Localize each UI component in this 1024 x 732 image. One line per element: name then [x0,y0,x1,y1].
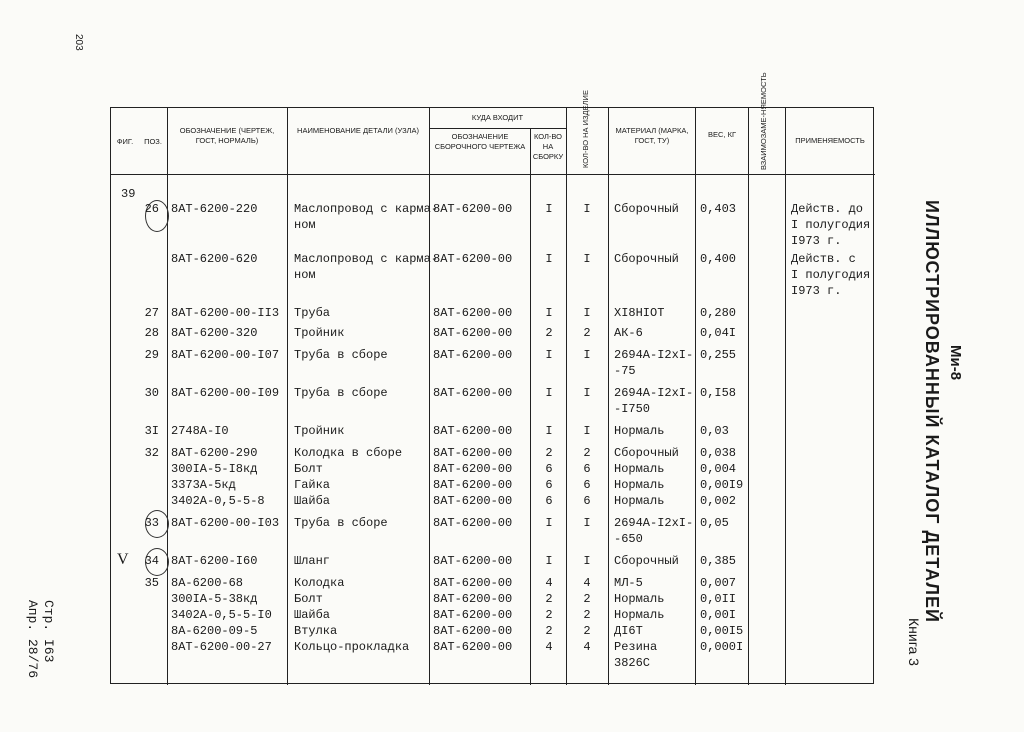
footer-date: Апр. 28/76 [25,600,40,679]
cell-weight: 0,280 [700,306,737,320]
cell-material: Нормаль [614,608,665,622]
cell-qa: I [545,252,553,266]
cell-weight: 0,00I [700,608,737,622]
cell-qa: I [545,306,553,320]
cell-weight: 0,038 [700,446,737,460]
cell-material: 2694А-I2xI- [614,386,694,400]
cell-designation: 8АТ-6200-220 [171,202,258,216]
cell-pos: 35 [144,576,159,590]
cell-qp: I [583,386,591,400]
cell-qp: 2 [583,608,591,622]
cell-material2: -I750 [614,402,651,416]
cell-weight: 0,04I [700,326,737,340]
cell-name: Тройник [294,326,345,340]
cell-qp: 2 [583,624,591,638]
cell-appl3: I973 г. [791,234,842,248]
cell-appl2: I полугодия [791,268,871,282]
cell-designation: 8А-6200-68 [171,576,244,590]
cell-name: Болт [294,462,323,476]
cell-qa: 4 [545,640,553,654]
cell-material: XI8HIOT [614,306,665,320]
cell-assy: 8АТ-6200-00 [433,640,513,654]
cell-assy: 8АТ-6200-00 [433,494,513,508]
header-applicability: ПРИМЕНЯЕМОСТЬ [795,136,865,145]
cell-designation: 8АТ-6200-00-I03 [171,516,280,530]
page-number-top: 203 [73,34,84,51]
cell-qp: I [583,424,591,438]
cell-qa: I [545,386,553,400]
header-qty-product: КОЛ-ВО НА ИЗДЕЛИЕ [581,90,590,168]
cell-qp: 4 [583,640,591,654]
cell-pos: 26 [144,202,159,216]
cell-designation: 8АТ-6200-I60 [171,554,258,568]
cell-qp: 6 [583,494,591,508]
cell-name: Втулка [294,624,338,638]
cell-material: Нормаль [614,462,665,476]
cell-material: Сборочный [614,252,679,266]
header-fig: ФИГ. [116,137,134,146]
cell-assy: 8АТ-6200-00 [433,462,513,476]
cell-weight: 0,007 [700,576,737,590]
cell-designation: 300IА-5-I8кд [171,462,258,476]
cell-designation: 3402А-0,5-5-I0 [171,608,272,622]
cell-name: Труба в сборе [294,516,388,530]
cell-qp: 4 [583,576,591,590]
cell-assy: 8АТ-6200-00 [433,306,513,320]
cell-name: Труба в сборе [294,348,388,362]
cell-qp: 2 [583,446,591,460]
header-name: НАИМЕНОВАНИЕ ДЕТАЛИ (УЗЛА) [297,126,419,135]
cell-designation: 2748А-I0 [171,424,229,438]
cell-appl2: I полугодия [791,218,871,232]
cell-pos: 32 [144,446,159,460]
cell-weight: 0,00I9 [700,478,744,492]
cell-name2: ном [294,268,316,282]
cell-appl: Действ. до [791,202,864,216]
cell-qp: I [583,252,591,266]
cell-qp: 2 [583,326,591,340]
cell-weight: 0,03 [700,424,729,438]
cell-assy: 8АТ-6200-00 [433,478,513,492]
footer-page: Стр. I63 [41,600,56,663]
cell-qa: 6 [545,478,553,492]
cell-name: Шайба [294,494,331,508]
cell-weight: 0,000I [700,640,744,654]
cell-material2: -650 [614,532,643,546]
cell-assy: 8АТ-6200-00 [433,446,513,460]
cell-weight: 0,00I5 [700,624,744,638]
cell-qa: I [545,554,553,568]
cell-weight: 0,002 [700,494,737,508]
cell-name: Тройник [294,424,345,438]
cell-designation: 8АТ-6200-320 [171,326,258,340]
cell-name: Колодка [294,576,345,590]
cell-pos: 33 [144,516,159,530]
cell-designation: 8А-6200-09-5 [171,624,258,638]
cell-pos: 30 [144,386,159,400]
cell-name2: ном [294,218,316,232]
cell-qa: 2 [545,608,553,622]
cell-appl3: I973 г. [791,284,842,298]
cell-qp: 6 [583,478,591,492]
cell-designation: 8АТ-6200-00-I09 [171,386,280,400]
cell-designation: 8АТ-6200-00-II3 [171,306,280,320]
cell-qa: 2 [545,592,553,606]
cell-material2: -75 [614,364,636,378]
fig-number: 39 [121,187,136,201]
parts-table [110,72,874,684]
cell-qa: 2 [545,326,553,340]
header-material: МАТЕРИАЛ (МАРКА, ГОСТ, ТУ) [615,126,689,145]
header-goes-into: КУДА ВХОДИТ [471,113,524,122]
cell-name: Колодка в сборе [294,446,403,460]
cell-qp: I [583,516,591,530]
cell-qp: I [583,348,591,362]
cell-pos: 27 [144,306,159,320]
book-number: Книга 3 [906,618,922,666]
check-mark: V [117,551,129,568]
cell-material: Нормаль [614,494,665,508]
cell-name: Кольцо-прокладка [294,640,410,654]
cell-designation: 8АТ-6200-290 [171,446,258,460]
cell-weight: 0,255 [700,348,737,362]
cell-qa: I [545,516,553,530]
cell-qa: 6 [545,494,553,508]
cell-pos: 29 [144,348,159,362]
cell-name: Маслопровод с карма- [294,252,439,266]
cell-material: ДI6Т [614,624,643,638]
cell-name: Шланг [294,554,331,568]
cell-qp: I [583,306,591,320]
cell-name: Маслопровод с карма- [294,202,439,216]
cell-weight: 0,400 [700,252,737,266]
cell-designation: 3402А-0,5-5-8 [171,494,265,508]
cell-assy: 8АТ-6200-00 [433,386,513,400]
cell-weight: 0,05 [700,516,729,530]
cell-name: Шайба [294,608,331,622]
cell-weight: 0,I58 [700,386,737,400]
cell-assy: 8АТ-6200-00 [433,592,513,606]
cell-pos: 3I [144,424,159,438]
cell-designation: 8АТ-6200-620 [171,252,258,266]
cell-qp: 2 [583,592,591,606]
header-weight: ВЕС, КГ [707,130,737,139]
cell-material2: 3826С [614,656,651,670]
cell-weight: 0,403 [700,202,737,216]
cell-material: 2694А-I2xI- [614,516,694,530]
cell-material: Сборочный [614,446,679,460]
cell-appl: Действ. с [791,252,856,266]
cell-material: Сборочный [614,202,679,216]
cell-weight: 0,385 [700,554,737,568]
cell-assy: 8АТ-6200-00 [433,608,513,622]
cell-weight: 0,0II [700,592,737,606]
cell-assy: 8АТ-6200-00 [433,202,513,216]
header-assy-designation: ОБОЗНАЧЕНИЕ СБОРОЧНОГО ЧЕРТЕЖА [434,132,526,151]
cell-qp: I [583,554,591,568]
cell-assy: 8АТ-6200-00 [433,516,513,530]
aircraft-model: Ми-8 [947,345,964,381]
cell-qa: 4 [545,576,553,590]
header-qty-assy: КОЛ-ВО НА СБОРКУ [532,132,564,161]
cell-qp: I [583,202,591,216]
cell-qa: 6 [545,462,553,476]
cell-pos: 34 [144,554,159,568]
cell-designation: 8АТ-6200-00-I07 [171,348,280,362]
cell-assy: 8АТ-6200-00 [433,252,513,266]
cell-material: Нормаль [614,478,665,492]
cell-assy: 8АТ-6200-00 [433,624,513,638]
cell-material: МЛ-5 [614,576,643,590]
cell-assy: 8АТ-6200-00 [433,576,513,590]
page-footer [24,600,56,678]
cell-material: Нормаль [614,424,665,438]
cell-name: Труба [294,306,331,320]
cell-name: Труба в сборе [294,386,388,400]
cell-assy: 8АТ-6200-00 [433,326,513,340]
cell-assy: 8АТ-6200-00 [433,554,513,568]
cell-designation: 8АТ-6200-00-27 [171,640,272,654]
cell-name: Гайка [294,478,331,492]
cell-weight: 0,004 [700,462,737,476]
cell-material: Резина [614,640,658,654]
catalog-title: ИЛЛЮСТРИРОВАННЫЙ КАТАЛОГ ДЕТАЛЕЙ [922,200,942,623]
header-pos: ПОЗ. [144,137,162,146]
header-interchange: ВЗАИМОЗАМЕ-НЯЕМОСТЬ [759,72,768,170]
cell-qa: 2 [545,624,553,638]
cell-assy: 8АТ-6200-00 [433,348,513,362]
cell-qp: 6 [583,462,591,476]
cell-qa: 2 [545,446,553,460]
cell-material: Нормаль [614,592,665,606]
cell-qa: I [545,348,553,362]
cell-material: Сборочный [614,554,679,568]
cell-qa: I [545,202,553,216]
cell-material: АК-6 [614,326,643,340]
cell-pos: 28 [144,326,159,340]
cell-material: 2694А-I2xI- [614,348,694,362]
cell-designation: 300IА-5-38кд [171,592,258,606]
cell-name: Болт [294,592,323,606]
cell-assy: 8АТ-6200-00 [433,424,513,438]
cell-qa: I [545,424,553,438]
header-designation: ОБОЗНАЧЕНИЕ (ЧЕРТЕЖ, ГОСТ, НОРМАЛЬ) [179,126,275,145]
cell-designation: 3373А-5кд [171,478,236,492]
